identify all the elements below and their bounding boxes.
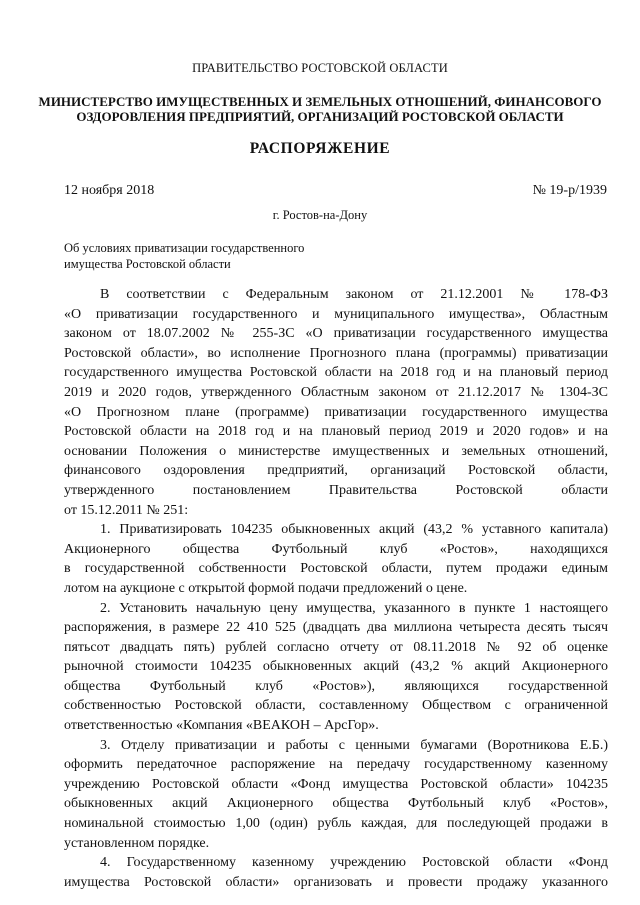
body-line: номинальной стоимостью 1,00 (один) рубль каждая, для последующей продажи в xyxy=(64,816,608,832)
body-line: 2019 и 2020 годов, утвержденного Областным законом от 21.12.2017 № 1304-ЗС xyxy=(64,384,608,400)
body-line: 3. Отделу приватизации и работы с ценными бумагами (Воротникова Е.Б.) xyxy=(100,737,608,753)
body-line: оформить передаточное распоряжение на передачу государственному казенному xyxy=(64,757,608,773)
body-line: государственного имущества Ростовской области на 2018 год и на плановый период xyxy=(64,365,608,381)
body-line: распоряжения, в размере 22 410 525 (двадцать два миллиона четыреста десять тысяч xyxy=(64,620,608,636)
ministry-line-1: МИНИСТЕРСТВО ИМУЩЕСТВЕННЫХ И ЗЕМЕЛЬНЫХ ОТНОШЕНИЙ, ФИНАНСОВОГО xyxy=(38,94,602,109)
document-subject xyxy=(64,240,364,272)
document-body xyxy=(64,285,608,892)
body-line: учреждению Ростовской области «Фонд имущества Ростовской области» 104235 xyxy=(64,776,608,792)
body-line: рыночной стоимости 104235 обыкновенных акций (43,2 % акций Акционерного xyxy=(64,659,608,675)
body-line: имущества Ростовской области» организовать и провести продажу указанного xyxy=(64,874,608,890)
body-line: утвержденного постановлением Правительства Ростовской области xyxy=(64,482,608,498)
body-line: основании Положения о министерстве имущественных и земельных отношений, xyxy=(64,443,608,459)
body-line: 2. Установить начальную цену имущества, указанного в пункте 1 настоящего xyxy=(100,600,608,616)
body-line: лотом на аукционе с открытой формой подачи предложений о цене. xyxy=(64,580,468,596)
ministry-header xyxy=(0,94,640,124)
body-line: «О приватизации государственного и муниципального имущества», Областным xyxy=(64,306,608,322)
document-type-title: РАСПОРЯЖЕНИЕ xyxy=(249,140,391,157)
body-line: «О Прогнозном плане (программе) приватизации государственного имущества xyxy=(64,404,608,420)
body-line: собственностью Ростовской области, составленному Обществом с ограниченной xyxy=(64,698,608,714)
body-line: в государственной собственности Ростовской области, путем продажи единым xyxy=(64,561,608,577)
body-line: общества Футбольный клуб «Ростов»), являющихся государственной xyxy=(64,678,608,694)
body-line: Ростовской области на 2018 год и на плановый период 2019 и 2020 годов» и на xyxy=(64,424,608,440)
body-line: обыкновенных акций Акционерного общества Футбольный клуб «Ростов», xyxy=(64,796,608,812)
government-header: ПРАВИТЕЛЬСТВО РОСТОВСКОЙ ОБЛАСТИ xyxy=(192,61,448,75)
body-line: от 15.12.2011 № 251: xyxy=(64,502,189,518)
subject-line-2: имущества Ростовской области xyxy=(64,257,231,271)
body-line: пятьсот двадцать пять) рублей согласно отчету от 08.11.2018 № 92 об оценке xyxy=(64,639,608,655)
body-line: законом от 18.07.2002 № 255-ЗС «О приватизации государственного имущества xyxy=(64,326,608,342)
body-line: Ростовской области», во исполнение Прогнозного плана (программы) приватизации xyxy=(64,345,608,361)
body-line: В соответствии с Федеральным законом от 21.12.2001 № 178-ФЗ xyxy=(100,287,608,302)
ministry-line-2: ОЗДОРОВЛЕНИЯ ПРЕДПРИЯТИЙ, ОРГАНИЗАЦИЙ РОСТОВСКОЙ ОБЛАСТИ xyxy=(76,109,564,124)
document-date: 12 ноября 2018 xyxy=(64,183,155,198)
body-line: 4. Государственному казенному учреждению Ростовской области «Фонд xyxy=(100,855,608,871)
document-number: № 19-р/1939 xyxy=(532,183,607,198)
body-line: ответственностью «Компания «ВЕАКОН – АрсГор». xyxy=(64,718,379,734)
body-line: установленном порядке. xyxy=(64,835,210,851)
body-line: Акционерного общества Футбольный клуб «Ростов», находящихся xyxy=(64,541,608,557)
document-city: г. Ростов-на-Дону xyxy=(272,208,368,222)
body-line: финансового оздоровления предприятий, организаций Ростовской области, xyxy=(64,463,608,479)
subject-line-1: Об условиях приватизации государственного xyxy=(64,241,305,255)
body-line: 1. Приватизировать 104235 обыкновенных акций (43,2 % уставного капитала) xyxy=(100,522,608,538)
